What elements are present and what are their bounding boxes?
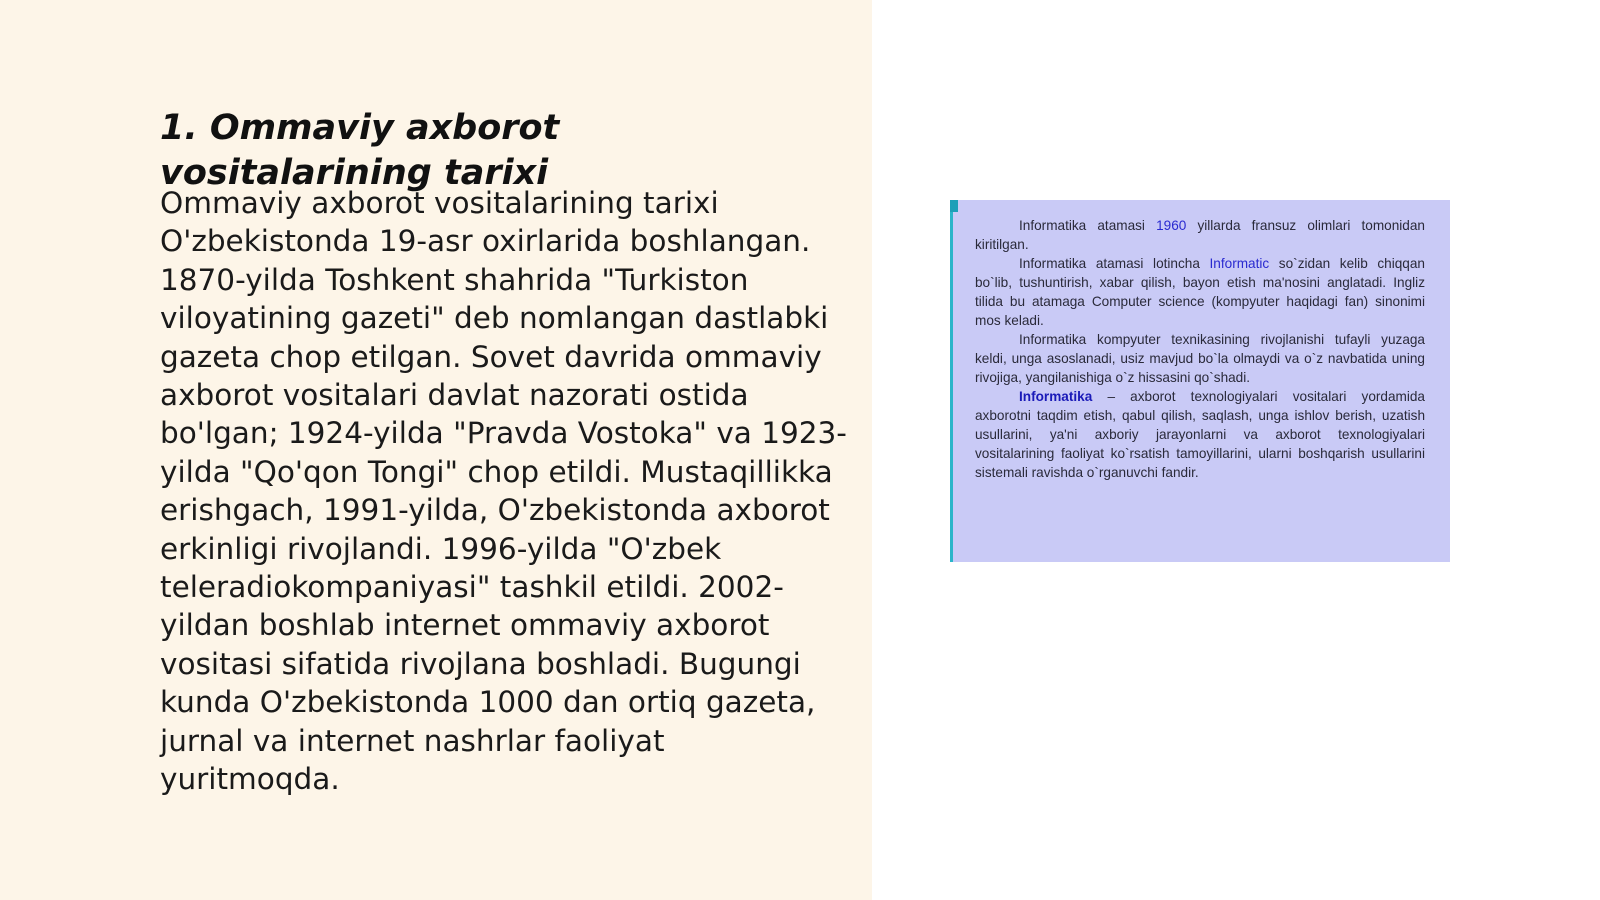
excerpt-paragraph-4 xyxy=(975,387,1425,482)
excerpt-latin-word: Informatic xyxy=(1209,256,1270,271)
textbook-excerpt-image xyxy=(950,200,1450,562)
excerpt-paragraph-2 xyxy=(975,254,1425,330)
image-corner-mark xyxy=(950,200,958,212)
excerpt-p1-part-b: yillarda fransuz olimlari tomonidan kiritilgan. xyxy=(975,218,1425,252)
excerpt-paragraph-1 xyxy=(975,216,1425,254)
slide-title: 1. Ommaviy axborot vositalarining tarixi xyxy=(160,108,560,193)
excerpt-p2-part-b: so`zidan kelib chiqqan bo`lib, tushuntirish, xabar qilish, bayon etish ma'nosini anglatadi. Ingliz tilida bu atamaga Computer science (kompyuter haqidagi fan) sinonimi mos keladi. xyxy=(975,256,1425,328)
slide-body-text: Ommaviy axborot vositalarining tarixi O'zbekistonda 19-asr oxirlarida boshlangan. 1870-yilda Toshkent shahrida "Turkiston viloyatining gazeti" deb nomlangan dastlabki gazeta chop etilgan. Sovet davrida ommaviy axborot vositalari davlat nazorati ostida bo'lgan; 1924-yilda "Pravda Vostoka" va 1923-yilda "Qo'qon Tongi" chop etildi. Mustaqillikka erishgach, 1991-yilda, O'zbekistonda axborot erkinligi rivojlandi. 1996-yilda "O'zbek teleradiokompaniyasi" tashkil etildi. 2002-yildan boshlab internet ommaviy axborot vositasi sifatida rivojlana boshladi. Bugungi kunda O'zbekistonda 1000 dan ortiq gazeta, jurnal va internet nashrlar faoliyat yuritmoqda. xyxy=(160,186,847,797)
excerpt-p4-part-b: – axborot texnologiyalari vositalari yordamida axborotni taqdim etish, qabul qilish, saqlash, unga ishlov berish, uzatish usullarini, ya'ni axboriy jarayonlarni va axborot texnologiyalari vositalarining faoliyat ko`rsatish tamoyillarini, ularni boshqarish usullarini sistemali ravishda o`rganuvchi fandir. xyxy=(975,389,1425,480)
excerpt-year: 1960 xyxy=(1156,218,1187,233)
excerpt-paragraph-3: Informatika kompyuter texnikasining rivojlanishi tufayli yuzaga keldi, unga asoslanadi, usiz mavjud bo`la olmaydi va o`z navbatida uning rivojiga, yangilanishiga o`z hissasini qo`shadi. xyxy=(975,332,1425,385)
excerpt-term: Informatika xyxy=(1019,389,1093,404)
excerpt-p2-part-a: Informatika atamasi lotincha xyxy=(1019,256,1210,271)
excerpt-p1-part-a: Informatika atamasi xyxy=(1019,218,1157,233)
excerpt-text xyxy=(975,216,1425,482)
